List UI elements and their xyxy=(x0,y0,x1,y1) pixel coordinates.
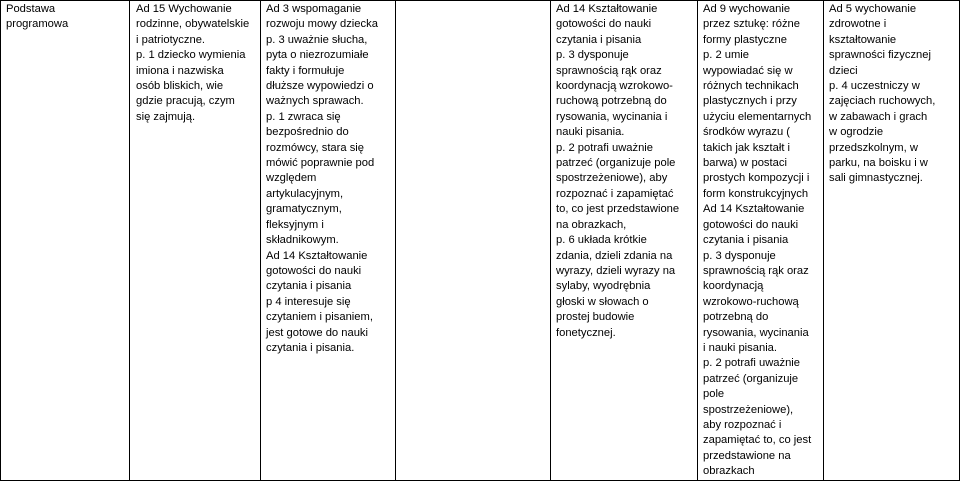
cell-text-line: fleksyjnym i xyxy=(266,218,324,231)
cell-text-line: fakty i formułuje xyxy=(266,64,345,77)
cell-text-line: Ad 14 Kształtowanie xyxy=(266,249,368,262)
cell-text-line: czytania i pisania. xyxy=(266,341,355,354)
cell-text-line: dłuższe wypowiedzi o xyxy=(266,80,374,93)
cell-text-line: aby rozpoznać i xyxy=(703,418,782,431)
cell-text-line: wzrokowo-ruchową xyxy=(703,295,799,308)
cell-text-line: p. 6 układa krótkie xyxy=(556,234,647,247)
cell-text-line: wyrazy, dzieli wyrazy na xyxy=(556,264,676,277)
cell-text-line: fonetycznej. xyxy=(556,326,616,339)
cell-text-line: gdzie pracują, czym xyxy=(136,95,235,108)
cell-text-line: rozwoju mowy dziecka xyxy=(266,18,378,31)
cell-text-line: prostej budowie xyxy=(556,311,635,324)
cell-text-line: użyciu elementarnych xyxy=(703,110,812,123)
cell-text-line: p. 1 zwraca się xyxy=(266,110,341,123)
cell-text-line: w ogrodzie xyxy=(829,126,884,139)
cell-text-line: p. 3 dysponuje xyxy=(703,249,776,262)
cell-text-line: nauki pisania. xyxy=(556,126,625,139)
cell-text-line: zajęciach ruchowych, xyxy=(829,95,936,108)
cell-text-line: form konstrukcyjnych xyxy=(703,187,809,200)
cell-text-line: p. 4 uczestniczy w xyxy=(829,80,920,93)
cell-text-line: spostrzeżeniowe), aby xyxy=(556,172,668,185)
cell-wspomaganie-rozwoju-mowy xyxy=(261,1,396,481)
cell-text-line: przedstawione na xyxy=(703,449,791,462)
cell-text-line: ważnych sprawach. xyxy=(266,95,364,108)
cell-text-line: mówić poprawnie pod xyxy=(266,157,375,170)
cell-text-line: czytania i pisania xyxy=(266,280,352,293)
cell-text-line: gotowości do nauki xyxy=(266,264,362,277)
cell-text-line: Ad 9 wychowanie xyxy=(703,3,791,15)
cell-text-line: pole xyxy=(703,388,725,401)
cell-text-line: zdania, dzieli zdania na xyxy=(556,249,673,262)
cell-text-line: imiona i nazwiska xyxy=(136,64,224,77)
cell-text-line: przedszkolnym, w xyxy=(829,141,918,154)
cell-text-line: sprawnością rąk oraz xyxy=(556,64,662,77)
cell-text-line: parku, na boisku i w xyxy=(829,157,928,170)
cell-text-line: sprawnością rąk oraz xyxy=(703,264,809,277)
table-row xyxy=(1,1,960,481)
cell-text-line: czytania i pisania xyxy=(703,234,789,247)
cell-text-line: jest gotowe do nauki xyxy=(266,326,368,339)
cell-text-line: sali gimnastycznej. xyxy=(829,172,923,185)
cell-text-line: spostrzeżeniowe), xyxy=(703,403,794,416)
cell-text-line: przez sztukę: różne xyxy=(703,18,801,31)
cell-empty xyxy=(396,1,551,481)
cell-wychowanie-przez-sztuke xyxy=(698,1,824,481)
cell-text-line: dzieci xyxy=(829,64,858,77)
cell-text-line: bezpośrednio do xyxy=(266,126,349,139)
cell-text-line: się zajmują. xyxy=(136,110,196,123)
cell-text-line: różnych technikach xyxy=(703,80,799,93)
cell-text-line: w zabawach i grach xyxy=(829,110,928,123)
cell-text-line: względem xyxy=(266,172,317,185)
cell-text-line: ruchową potrzebną do xyxy=(556,95,667,108)
cell-text-line: gramatycznym, xyxy=(266,203,342,216)
cell-text-line: sylaby, wyodrębnia xyxy=(556,280,651,293)
cell-text-line: czytaniem i pisaniem, xyxy=(266,311,373,324)
cell-text-line: zdrowotne i xyxy=(829,18,887,31)
cell-text-line: p. 3 uważnie słucha, xyxy=(266,33,368,46)
cell-text-line: programowa xyxy=(6,18,69,31)
cell-text-line: kształtowanie xyxy=(829,33,897,46)
cell-text-line: głoski w słowach o xyxy=(556,295,649,308)
cell-text-line: p. 2 umie xyxy=(703,49,750,62)
cell-text-line: zapamiętać to, co jest xyxy=(703,434,812,447)
cell-text-line: Ad 3 wspomaganie xyxy=(266,3,362,15)
cell-text-line: p. 3 dysponuje xyxy=(556,49,629,62)
cell-text-line: i nauki pisania. xyxy=(703,341,778,354)
cell-text-line: patrzeć (organizuje xyxy=(703,372,799,385)
cell-text-line: sprawności fizycznej xyxy=(829,49,931,62)
cell-text-line: czytania i pisania xyxy=(556,33,642,46)
cell-text-line: na obrazkach, xyxy=(556,218,627,231)
cell-text-line: wypowiadać się w xyxy=(703,64,793,77)
cell-text-line: artykulacyjnym, xyxy=(266,187,344,200)
cell-wychowanie-zdrowotne xyxy=(824,1,960,481)
cell-text-line: p. 2 potrafi uważnie xyxy=(703,357,801,370)
cell-text-line: to, co jest przedstawione xyxy=(556,203,680,216)
cell-text-line: gotowości do nauki xyxy=(703,218,799,231)
cell-text-line: koordynacją wzrokowo- xyxy=(556,80,673,93)
cell-text-line: barwa) w postaci xyxy=(703,157,787,170)
cell-text-line: prostych kompozycji i xyxy=(703,172,810,185)
cell-text-line: pyta o niezrozumiałe xyxy=(266,49,369,62)
cell-text-line: potrzebną do xyxy=(703,311,769,324)
cell-text-line: p. 2 potrafi uważnie xyxy=(556,141,654,154)
cell-text-line: Podstawa xyxy=(6,3,56,15)
cell-text-line: rozmówcy, stara się xyxy=(266,141,365,154)
cell-text-line: środków wyrazu ( xyxy=(703,126,791,139)
cell-text-line: obrazkach xyxy=(703,465,755,478)
cell-text-line: p. 1 dziecko wymienia xyxy=(136,49,246,62)
cell-text-line: rozpoznać i zapamiętać xyxy=(556,187,674,200)
cell-wychowanie-rodzinne xyxy=(130,1,261,481)
cell-text-line: p 4 interesuje się xyxy=(266,295,351,308)
cell-text-line: plastycznych i przy xyxy=(703,95,797,108)
cell-podstawa-programowa xyxy=(1,1,130,481)
cell-text-line: Ad 14 Kształtowanie xyxy=(703,203,805,216)
cell-text-line: Ad 15 Wychowanie xyxy=(136,3,232,15)
cell-text-line: rodzinne, obywatelskie xyxy=(136,18,250,31)
cell-text-line: osób bliskich, wie xyxy=(136,80,224,93)
cell-text-line: rysowania, wycinania i xyxy=(556,110,668,123)
cell-text-line: patrzeć (organizuje pole xyxy=(556,157,676,170)
cell-gotowosc-do-nauki xyxy=(551,1,698,481)
cell-text-line: gotowości do nauki xyxy=(556,18,652,31)
cell-text-line: i patriotyczne. xyxy=(136,33,206,46)
cell-text-line: takich jak kształt i xyxy=(703,141,791,154)
cell-text-line: Ad 5 wychowanie xyxy=(829,3,917,15)
cell-text-line: formy plastyczne xyxy=(703,33,787,46)
cell-text-line: koordynacją xyxy=(703,280,764,293)
cell-text-line: Ad 14 Kształtowanie xyxy=(556,3,658,15)
cell-text-line: składnikowym. xyxy=(266,234,339,247)
cell-text-line: rysowania, wycinania xyxy=(703,326,809,339)
